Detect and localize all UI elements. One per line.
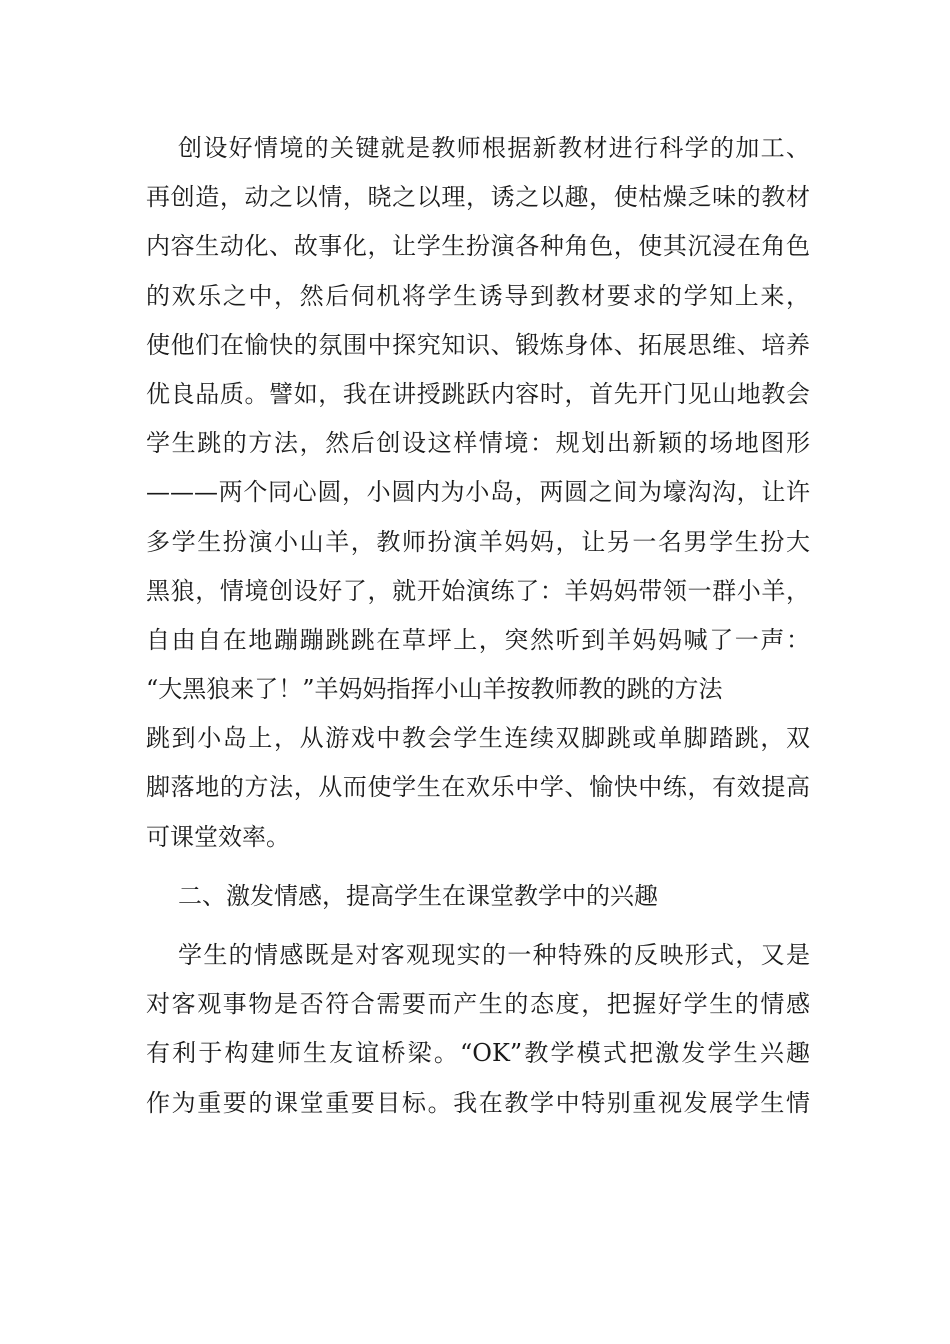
text-line: 优良品质。譬如，我在讲授跳跃内容时，首先开门见山地教会 — [146, 379, 810, 408]
text-line: 对客观事物是否符合需要而产生的态度，把握好学生的情感 — [146, 990, 810, 1019]
text-line: 多学生扮演小山羊，教师扮演羊妈妈，让另一名男学生扮大 — [146, 527, 810, 556]
text-line: 跳到小岛上，从游戏中教会学生连续双脚跳或单脚踏跳，双 — [146, 724, 810, 753]
text-line: 有利于构建师生友谊桥梁。“OK”教学模式把激发学生兴趣 — [146, 1039, 810, 1068]
text-line: 内容生动化、故事化，让学生扮演各种角色，使其沉浸在角色 — [146, 232, 810, 261]
paragraph-situation-creation — [146, 124, 810, 862]
text-line: 黑狼，情境创设好了，就开始演练了：羊妈妈带领一群小羊， — [146, 576, 810, 605]
paragraph-gap — [146, 921, 810, 931]
text-line: 学生的情感既是对客观现实的一种特殊的反映形式，又是 — [178, 941, 810, 969]
section-heading — [146, 872, 810, 921]
paragraph-gap — [146, 862, 810, 872]
text-line: ———两个同心圆，小圆内为小岛，两圆之间为壕沟沟，让许 — [146, 478, 810, 507]
text-line: 脚落地的方法，从而使学生在欢乐中学、愉快中练，有效提高 — [146, 773, 810, 802]
text-line: 可课堂效率。 — [146, 822, 290, 851]
text-line: 作为重要的课堂重要目标。我在教学中特别重视发展学生情 — [146, 1088, 810, 1117]
text-line: 的欢乐之中，然后伺机将学生诱导到教材要求的学知上来， — [146, 281, 810, 310]
text-line: 自由自在地蹦蹦跳跳在草坪上，突然听到羊妈妈喊了一声： — [146, 625, 810, 654]
text-line: 创设好情境的关键就是教师根据新教材进行科学的加工、 — [178, 134, 810, 162]
text-line: 学生跳的方法，然后创设这样情境：规划出新颖的场地图形 — [146, 429, 810, 458]
text-line: 再创造，动之以情，晓之以理，诱之以趣，使枯燥乏味的教材 — [146, 183, 810, 212]
text-line: 使他们在愉快的氛围中探究知识、锻炼身体、拓展思维、培养 — [146, 330, 810, 359]
text-line: “大黑狼来了！”羊妈妈指挥小山羊按教师教的跳的方法 — [146, 675, 723, 704]
paragraph-emotion — [146, 931, 810, 1128]
heading-line: 二、激发情感，提高学生在课堂教学中的兴趣 — [178, 881, 658, 910]
document-body — [146, 124, 810, 1128]
